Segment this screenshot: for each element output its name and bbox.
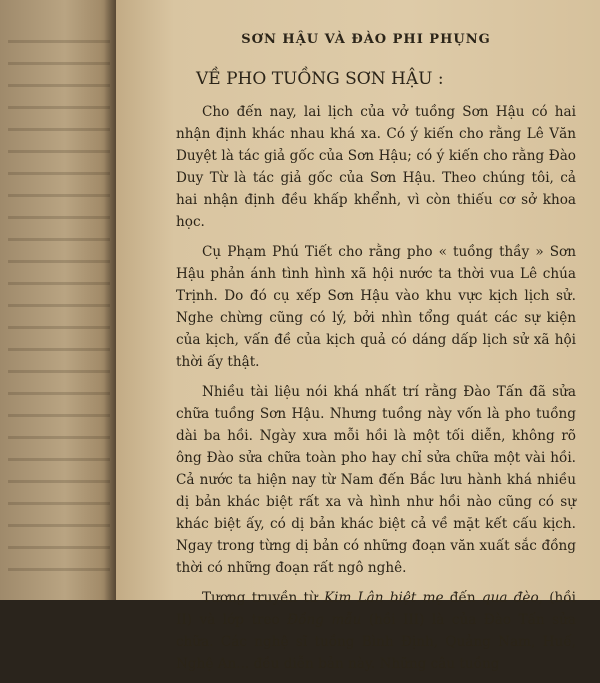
section-title: VỀ PHO TUỒNG SƠN HẬU : xyxy=(196,69,444,89)
paragraph-4 xyxy=(176,587,576,675)
page-text xyxy=(176,32,586,683)
p4-italic-c: Đồng mẫu xyxy=(287,612,362,628)
paragraph-2: Cụ Phạm Phú Tiết cho rằng pho « tuồng thầy » Sơn Hậu phản ánh tình hình xã hội nước ta thời vua Lê chúa Trịnh. Do đó cụ xếp Sơn Hậu vào khu vực kịch lịch sử. Nghe chừng cũng có lý, bởi nhìn tổng quát các sự kiện của kịch, vấn đề của kịch quả có dáng dấp lịch sử xã hội thời ấy thật. xyxy=(176,244,576,370)
p4-text-c: , (hồi II) và lớp treo xyxy=(176,590,576,628)
paragraph-1: Cho đến nay, lai lịch của vở tuồng Sơn Hậu có hai nhận định khác nhau khá xa. Có ý kiến cho rằng Lê Văn Duyệt là tác giả gốc của Sơn Hậu; có ý kiến cho rằng Đào Duy Từ là tác giả gốc của Sơn Hậu. Theo chúng tôi, cả hai nhận định đều khấp khểnh, vì còn thiếu cơ sở khoa học. xyxy=(176,104,576,230)
left-page xyxy=(0,0,118,600)
paragraph-3: Nhiều tài liệu nói khá nhất trí rằng Đào Tấn đã sửa chữa tuồng Sơn Hậu. Nhưng tuồng này vốn là pho tuồng dài ba hồi. Ngày xưa mỗi hồi là một tối diễn, không rõ ông Đào sửa chữa toàn pho hay chỉ sửa chữa một vài hồi. Cả nước ta hiện nay từ Nam đến Bắc lưu hành khá nhiều dị bản khác biệt rất xa và hình như hồi nào cũng có sự khác biệt ấy, có dị bản khác biệt cả về mặt kết cấu kịch. Ngay trong từng dị bản có những đoạn văn xuất sắc đồng thời có những đoạn rất ngô nghê. xyxy=(176,384,576,576)
p4-text-d: (hồi III) là của Đào Tấn sửa chữa. Các nghệ sĩ tuồng Bình Định, Quảng Nam, Huế, Nghệ An... đều diễn bản này. Những câu tuồng xyxy=(176,612,576,672)
p4-text-a: Tương truyền từ xyxy=(202,590,324,606)
p4-italic-a: Kim Lân biệt mẹ xyxy=(323,590,444,606)
p4-text-b: đến xyxy=(443,590,482,606)
right-page xyxy=(116,0,600,672)
running-header: SƠN HẬU VÀ ĐÀO PHI PHỤNG xyxy=(241,32,491,47)
p4-italic-b: qua đèo xyxy=(481,590,539,606)
